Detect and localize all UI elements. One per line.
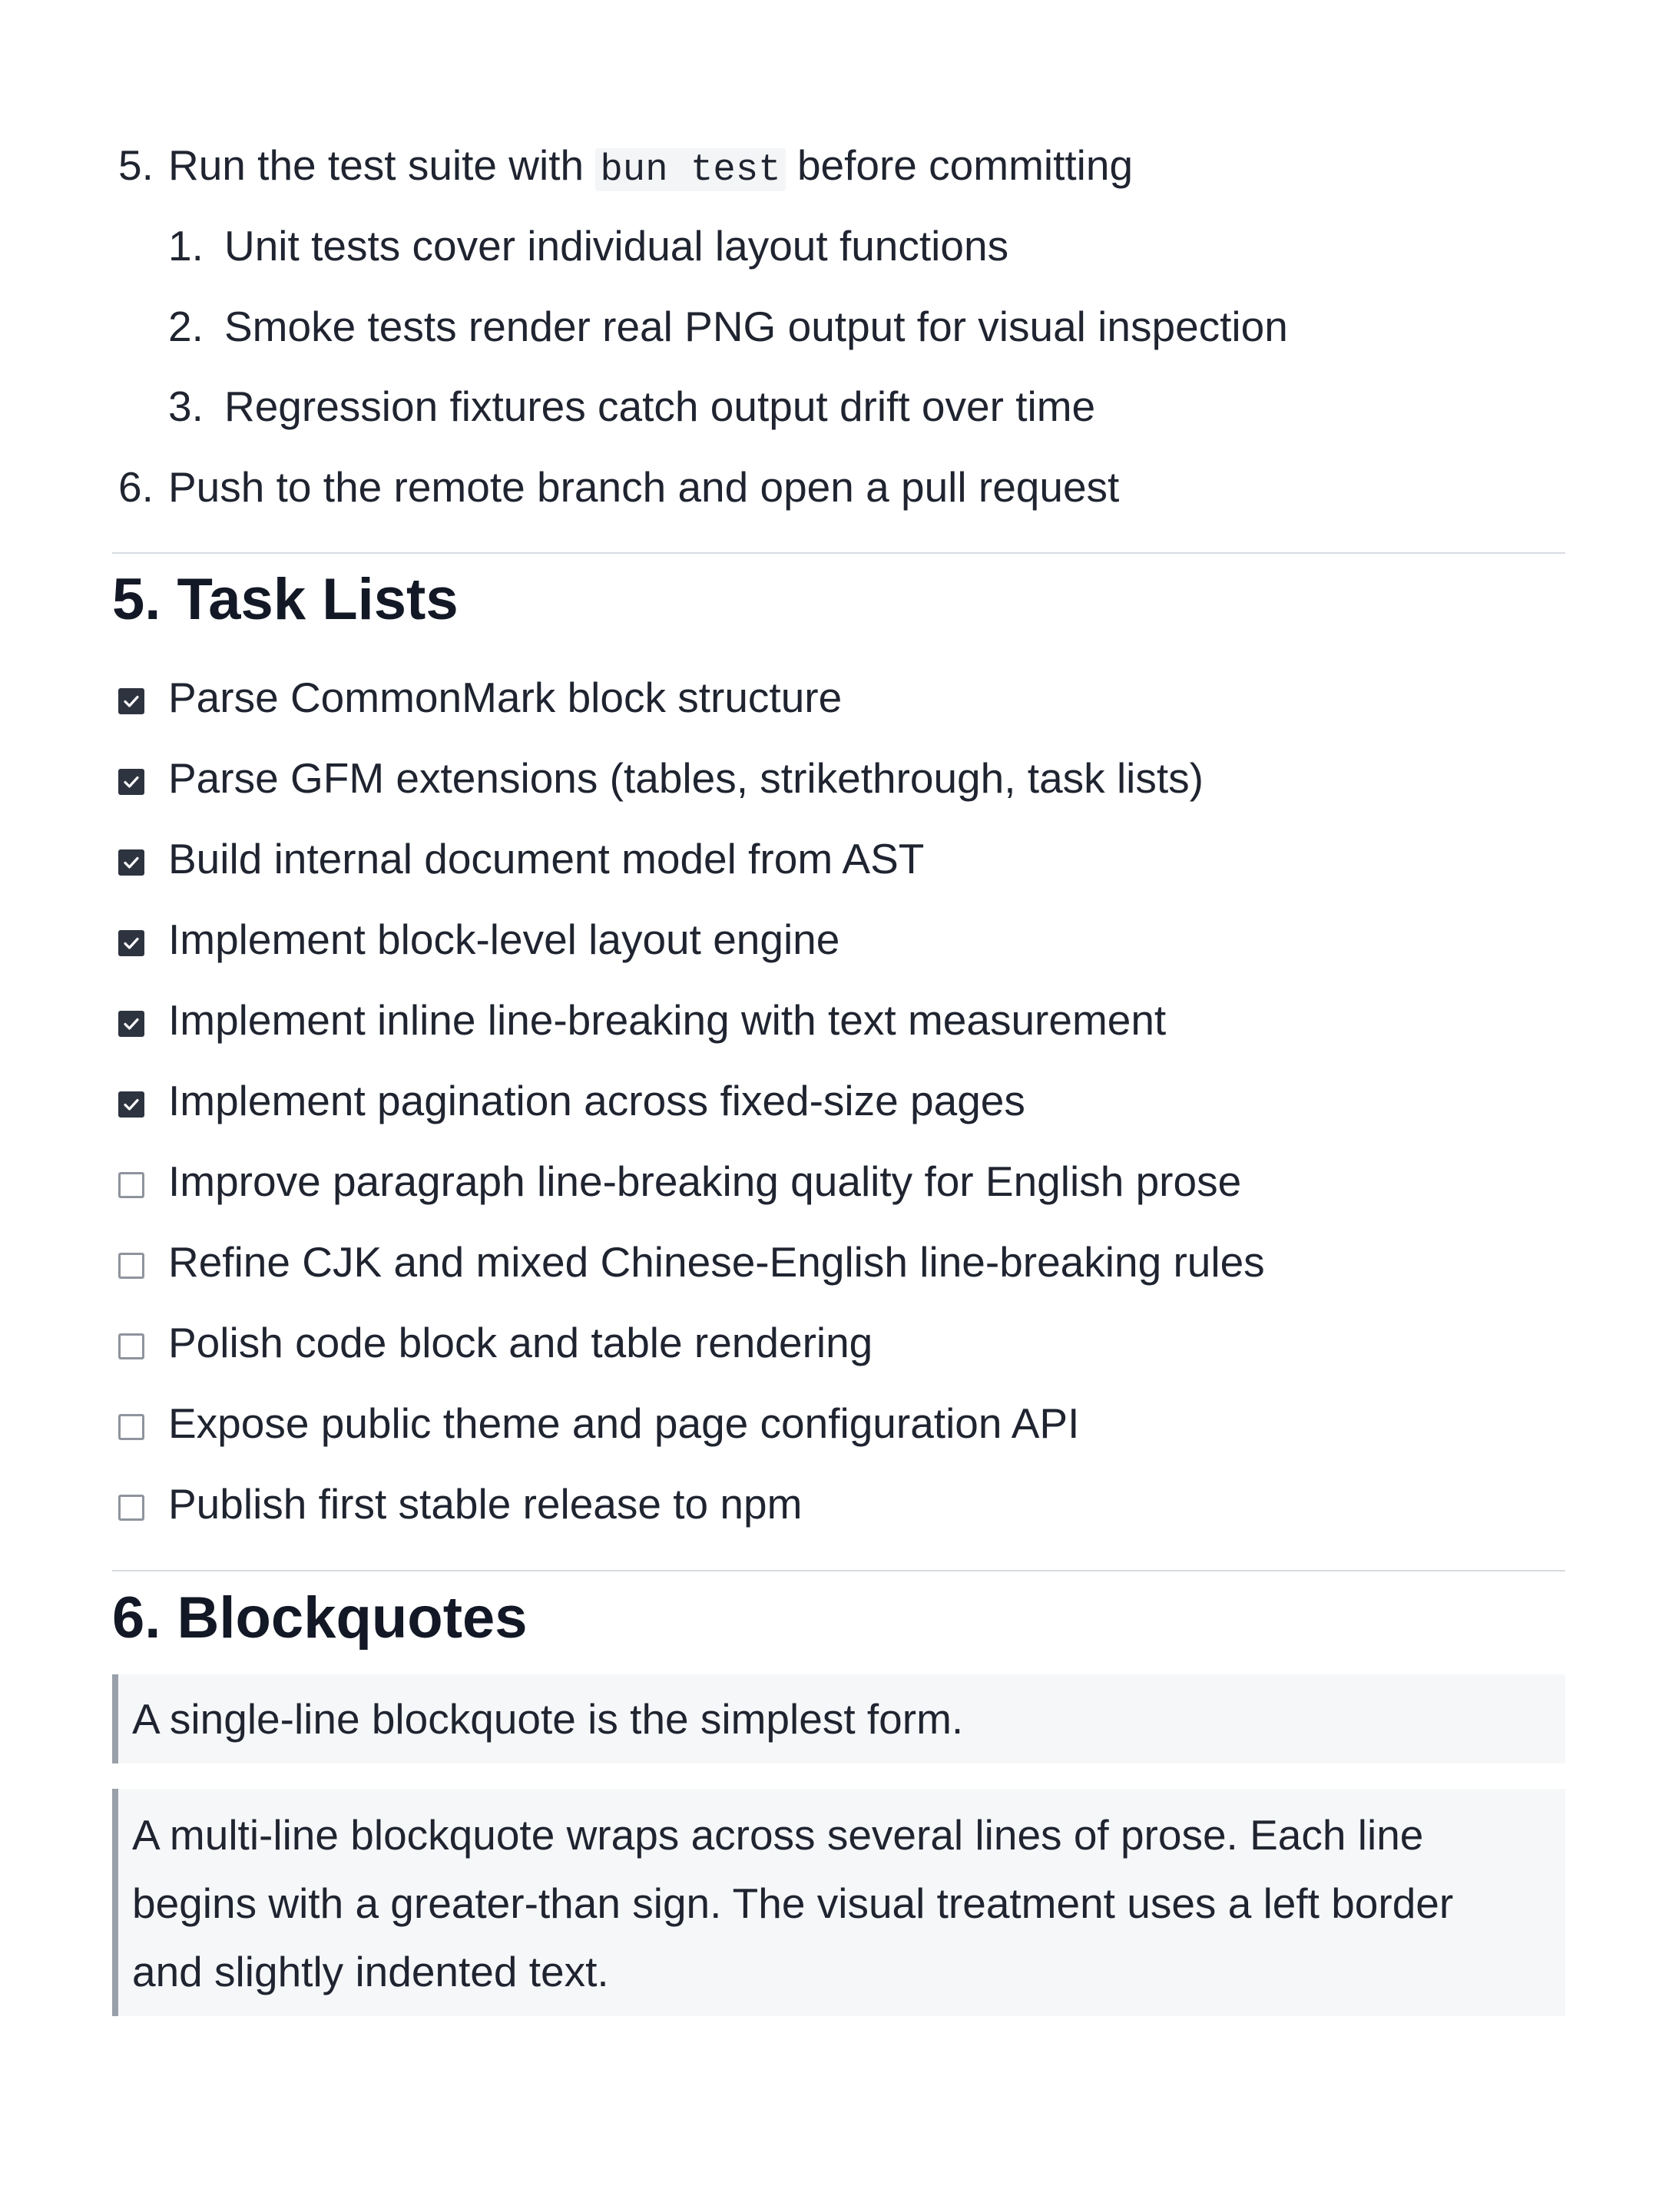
nested-list-item	[168, 382, 1095, 431]
unchecked-checkbox-icon[interactable]	[118, 1253, 144, 1279]
task-list-item-label: Parse GFM extensions (tables, strikethrough, task lists)	[168, 754, 1204, 802]
task-list-item-label: Build internal document model from AST	[168, 835, 925, 882]
section-heading-blockquotes: 6. Blockquotes	[112, 1585, 528, 1651]
list-item-text: Unit tests cover individual layout functions	[224, 222, 1009, 270]
unchecked-checkbox-icon[interactable]	[118, 1414, 144, 1440]
section-divider	[112, 552, 1565, 554]
blockquote-text: A single-line blockquote is the simplest form.	[132, 1695, 964, 1743]
blockquote-line: and slightly indented text.	[132, 1948, 609, 1995]
task-list-item-label: Polish code block and table rendering	[168, 1319, 873, 1366]
task-list-item-label: Implement block-level layout engine	[168, 916, 840, 963]
list-item-number: 6.	[118, 463, 154, 511]
blockquote	[112, 1789, 1565, 2016]
list-item-text: Smoke tests render real PNG output for visual inspection	[224, 303, 1288, 350]
list-item-number: 1.	[168, 222, 204, 270]
task-list-item-label: Parse CommonMark block structure	[168, 674, 843, 721]
task-list-item-label: Implement inline line-breaking with text measurement	[168, 996, 1167, 1044]
task-list-item-label: Improve paragraph line-breaking quality for English prose	[168, 1157, 1242, 1205]
section-divider	[112, 1570, 1565, 1571]
list-item-text: before committing	[796, 141, 1134, 189]
task-list-item-label: Refine CJK and mixed Chinese-English line-breaking rules	[168, 1238, 1265, 1286]
list-item	[112, 462, 1119, 512]
list-item-number: 3.	[168, 382, 204, 430]
list-item-text: Regression fixtures catch output drift over time	[224, 382, 1096, 430]
unchecked-checkbox-icon[interactable]	[118, 1172, 144, 1198]
blockquote-line: begins with a greater-than sign. The visual treatment uses a left border	[132, 1879, 1454, 1927]
checked-checkbox-icon[interactable]	[118, 849, 144, 876]
blockquote-line: A multi-line blockquote wraps across several lines of prose. Each line	[132, 1811, 1424, 1859]
checked-checkbox-icon[interactable]	[118, 1011, 144, 1037]
list-item-number: 2.	[168, 303, 204, 350]
nested-list-item	[168, 221, 1008, 270]
task-list-item-label: Publish first stable release to npm	[168, 1480, 803, 1528]
unchecked-checkbox-icon[interactable]	[118, 1333, 144, 1359]
task-list-item-label: Expose public theme and page configuration API	[168, 1399, 1080, 1447]
inline-code: bun test	[595, 148, 785, 191]
checked-checkbox-icon[interactable]	[118, 769, 144, 795]
section-heading-task-lists: 5. Task Lists	[112, 567, 459, 632]
checked-checkbox-icon[interactable]	[118, 930, 144, 956]
list-item-text: Push to the remote branch and open a pull request	[168, 463, 1120, 511]
task-list-item-label: Implement pagination across fixed-size pages	[168, 1077, 1025, 1124]
checked-checkbox-icon[interactable]	[118, 688, 144, 714]
list-item	[112, 141, 1133, 194]
list-item-text: Run the test suite with	[168, 141, 584, 189]
list-item-number: 5.	[118, 141, 154, 189]
checked-checkbox-icon[interactable]	[118, 1091, 144, 1118]
unchecked-checkbox-icon[interactable]	[118, 1495, 144, 1521]
nested-list-item	[168, 302, 1288, 351]
blockquote	[112, 1674, 1565, 1763]
